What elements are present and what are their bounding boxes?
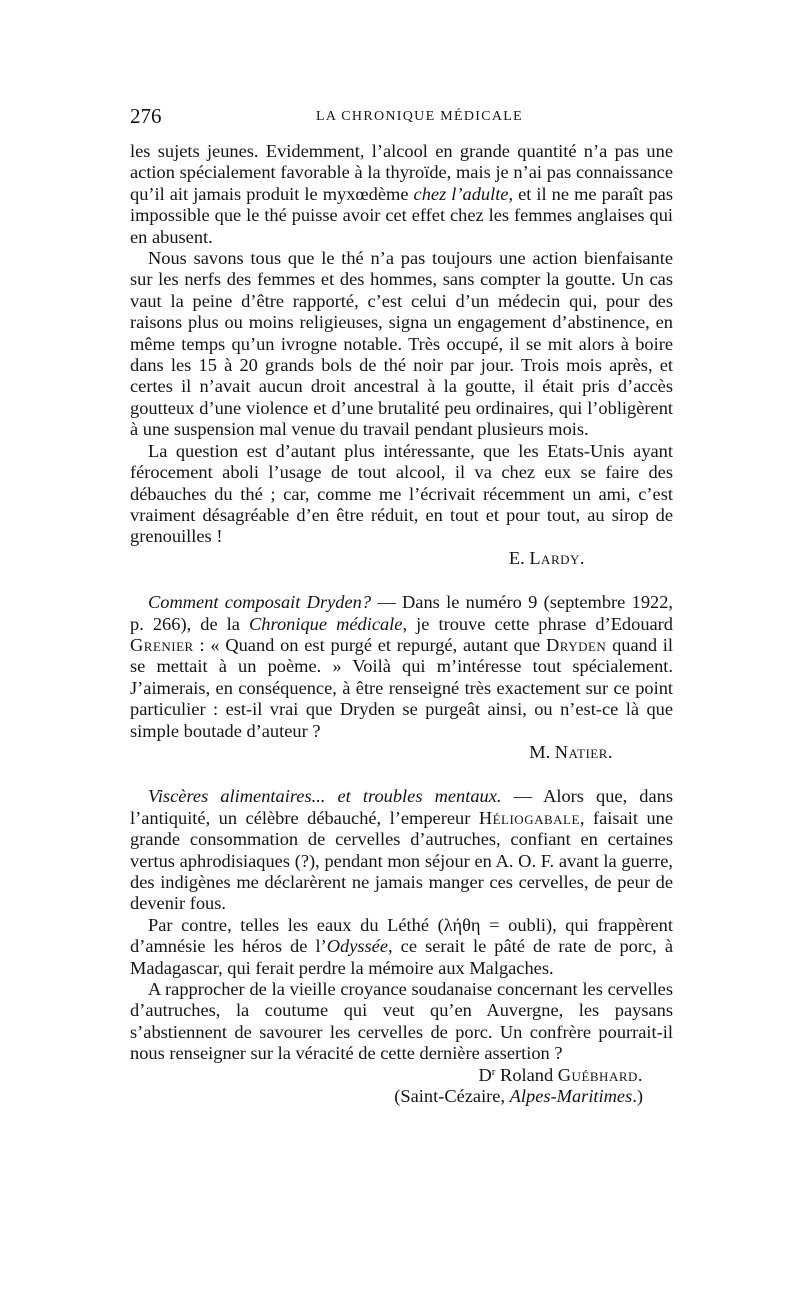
article3-paragraph-1: Viscères alimentaires... et troubles mentaux. — Alors que, dans l’antiquité, un célèbre débauché, l’empereur Héliogabale, faisait une grande consommation de cervelles d’autruches, confiant en certaines vertus aphrodisiaques (?), pendant mon séjour en A. O. F. avant la guerre, des indigènes me déclarèrent ne jamais manger ces cervelles, de peur de devenir fous. — [130, 786, 673, 914]
page-body — [130, 141, 673, 1107]
article1-paragraph-3: La question est d’autant plus intéressante, que les Etats-Unis ayant férocement aboli l’usage de tout alcool, il va chez eux se faire des débauches du thé ; car, comme me l’écrivait récemment un ami, c’est vraiment désagréable d’en être réduit, en tout et pour tout, au sirop de grenouilles ! — [130, 440, 673, 547]
article3-location: (Saint-Cézaire, Alpes-Maritimes.) — [394, 1086, 643, 1107]
article1-paragraph-2: Nous savons tous que le thé n’a pas toujours une action bienfaisante sur les nerfs des femmes et des hommes, sans compter la goutte. Un cas vaut la peine d’être rapporté, c’est celui d’un médecin qui, pour des raisons plus ou moins religieuses, signa un engagement d’abstinence, en même temps qu’un ivrogne notable. Très occupé, il se mit alors à boire dans les 15 à 20 grands bols de thé noir par jour. Trois mois après, et certes il n’avait aucun droit ancestral à la goutte, il était pris d’accès goutteux d’une violence et d’une brutalité peu ordinaires, qui l’obligèrent à une suspension mal venue du travail pendant plusieurs mois. — [130, 248, 673, 440]
article3-title: Viscères alimentaires... et troubles mentaux. — [148, 786, 502, 807]
running-title: LA CHRONIQUE MÉDICALE — [316, 109, 523, 124]
article3-paragraph-3: A rapprocher de la vieille croyance soudanaise concernant les cervelles d’autruches, la coutume qui veut qu’en Auvergne, les paysans s’abstiennent de savourer les cervelles de porc. Un confrère pourrait-il nous renseigner sur la véracité de cette dernière assertion ? — [130, 979, 673, 1064]
article3-signature: $D^r$ Roland Guébhard. — [478, 1064, 643, 1085]
article2-paragraph: Comment composait Dryden? — Dans le numéro 9 (septembre 1922, p. 266), de la Chronique médicale, je trouve cette phrase d’Edouard Grenier : « Quand on est purgé et repurgé, autant que Dryden quand il se mettait à un poème. » Voilà qui m’intéresse tout spécialement. J’aimerais, en conséquence, à être renseigné très exactement sur ce point particulier : est-il vrai que Dryden se purgeât ainsi, ou n’est-ce là que simple boutade d’auteur ? — [130, 592, 674, 741]
article1-paragraph-1: les sujets jeunes. Evidemment, l’alcool en grande quantité n’a pas une action spécialement favorable à la thyroïde, mais je n’ai pas connaissance qu’il ait jamais produit le myxœdème chez l’adulte, et il ne me paraît pas impossible que le thé puisse avoir cet effet chez les femmes anglaises qui en abusent. — [130, 141, 673, 247]
article2-title: Comment composait Dryden? — [148, 592, 372, 613]
page-header — [130, 104, 670, 130]
article1-signature: E. Lardy. — [508, 547, 585, 568]
page-number: 276 — [130, 104, 162, 128]
section-gap — [130, 569, 673, 592]
article3-paragraph-2: Par contre, telles les eaux du Léthé (λήθη = oubli), qui frappèrent d’amnésie les héros de l’Odyssée, ce serait le pâté de rate de porc, à Madagascar, qui ferait perdre la mémoire aux Malgaches. — [130, 914, 673, 978]
section-gap — [130, 763, 673, 786]
article2-signature: M. Natier. — [529, 741, 613, 762]
